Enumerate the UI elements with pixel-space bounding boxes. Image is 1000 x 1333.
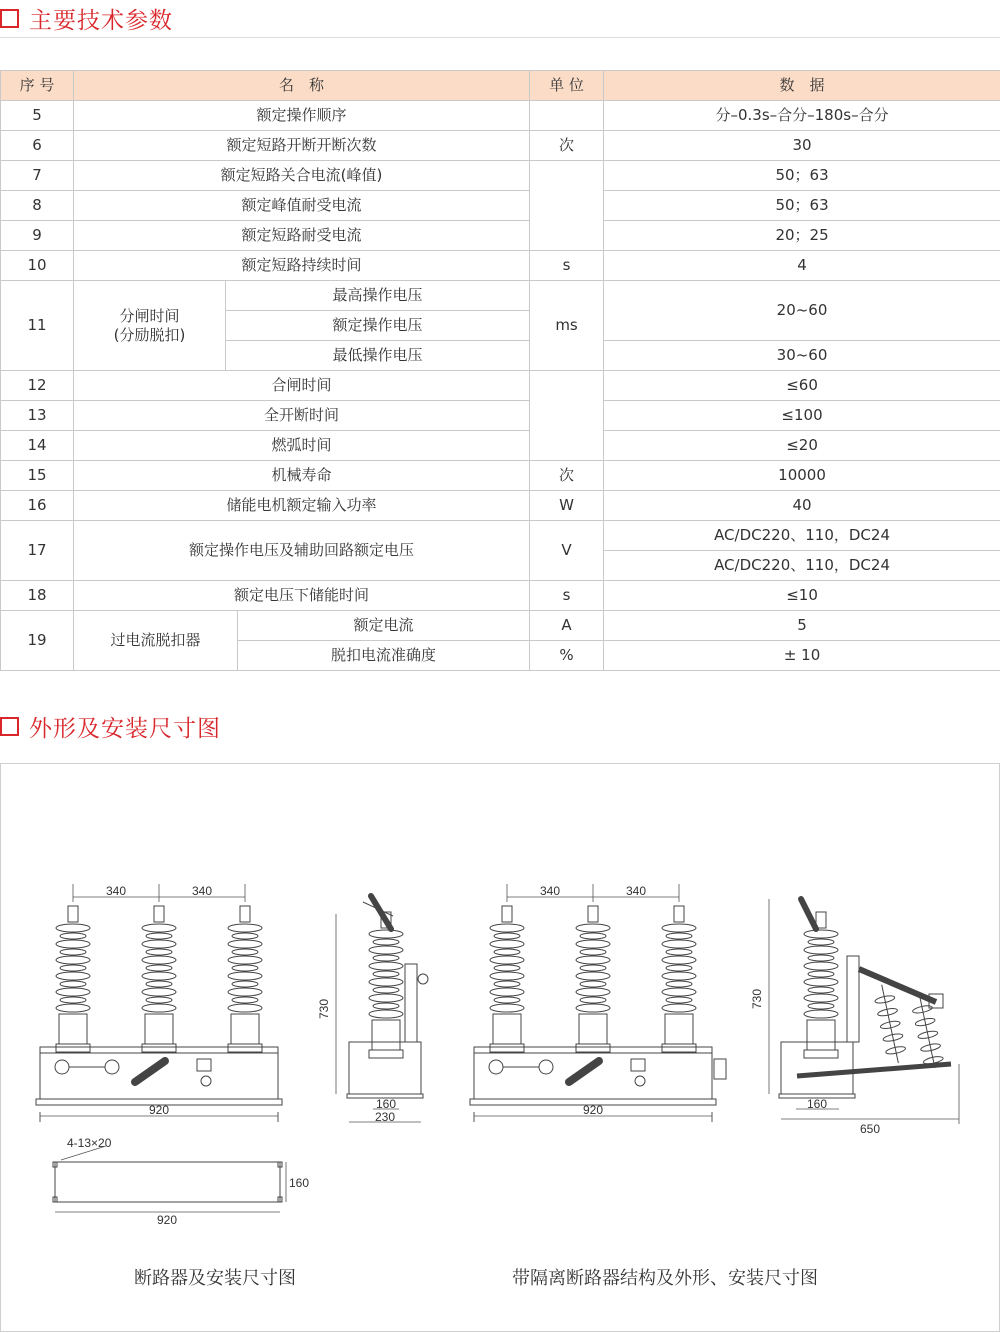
cell-data: AC/DC220、110，DC24 xyxy=(604,521,1000,551)
dimension-drawing-panel xyxy=(0,763,1000,1332)
cell-no: 17 xyxy=(1,521,74,581)
cell-subname: 额定操作电压 xyxy=(226,311,530,341)
table-row xyxy=(1,161,1000,191)
cell-name: 燃弧时间 xyxy=(74,431,530,461)
table-row xyxy=(1,401,1000,431)
cell-name: 额定操作顺序 xyxy=(74,101,530,131)
cell-unit xyxy=(530,101,604,131)
cell-name: 储能电机额定输入功率 xyxy=(74,491,530,521)
section-title-specs xyxy=(0,2,173,35)
cell-name: 额定短路关合电流(峰值) xyxy=(74,161,530,191)
cell-no: 13 xyxy=(1,401,74,431)
section-title-drawings xyxy=(0,710,221,743)
header-data: 数 据 xyxy=(604,71,1000,101)
cell-data: 20；25 xyxy=(604,221,1000,251)
cell-data: 10000 xyxy=(604,461,1000,491)
side-view-drawing xyxy=(317,896,428,1124)
cell-subname: 最低操作电压 xyxy=(226,341,530,371)
table-row xyxy=(1,251,1000,281)
cell-group: 过电流脱扣器 xyxy=(74,611,238,671)
cell-unit: 次 xyxy=(530,131,604,161)
cell-unit: % xyxy=(530,641,604,671)
cell-name: 额定短路持续时间 xyxy=(74,251,530,281)
cell-data: AC/DC220、110，DC24 xyxy=(604,551,1000,581)
dim-650-side-2: 650 xyxy=(859,1122,881,1136)
dim-160-side: 160 xyxy=(375,1097,397,1111)
table-row xyxy=(1,611,1000,641)
cell-unit: W xyxy=(530,491,604,521)
cell-data: 40 xyxy=(604,491,1000,521)
dim-340-b: 340 xyxy=(191,884,213,898)
cell-data: 50；63 xyxy=(604,191,1000,221)
table-row xyxy=(1,281,1000,311)
plan-view-drawing xyxy=(53,1136,309,1227)
dim-730-side-2: 730 xyxy=(750,988,764,1010)
header-unit: 单 位 xyxy=(530,71,604,101)
dim-730-side: 730 xyxy=(317,998,331,1020)
table-row xyxy=(1,371,1000,401)
cell-no: 14 xyxy=(1,431,74,461)
cell-no: 15 xyxy=(1,461,74,491)
cell-unit xyxy=(530,371,604,461)
spec-table xyxy=(0,70,1000,671)
cell-name: 合闸时间 xyxy=(74,371,530,401)
hole-label: 4-13×20 xyxy=(67,1136,112,1150)
cell-data: 30~60 xyxy=(604,341,1000,371)
checkbox-square-icon xyxy=(0,9,19,28)
cell-name: 额定短路耐受电流 xyxy=(74,221,530,251)
cell-subname: 脱扣电流准确度 xyxy=(238,641,530,671)
caption-right: 带隔离断路器结构及外形、安装尺寸图 xyxy=(512,1268,818,1289)
group-line: (分励脱扣) xyxy=(113,325,186,344)
cell-name: 额定短路开断开断次数 xyxy=(74,131,530,161)
header-name: 名 称 xyxy=(74,71,530,101)
table-header-row xyxy=(1,71,1000,101)
group-line: 分闸时间 xyxy=(119,306,180,325)
table-row xyxy=(1,131,1000,161)
table-row xyxy=(1,461,1000,491)
cell-no: 19 xyxy=(1,611,74,671)
cell-unit: s xyxy=(530,581,604,611)
dim-920-plan: 920 xyxy=(156,1213,178,1227)
cell-unit: V xyxy=(530,521,604,581)
cell-data: ≤100 xyxy=(604,401,1000,431)
dim-340-a: 340 xyxy=(105,884,127,898)
cell-data: 50；63 xyxy=(604,161,1000,191)
cell-data: 30 xyxy=(604,131,1000,161)
section-title-text: 外形及安装尺寸图 xyxy=(29,716,221,742)
cell-no: 7 xyxy=(1,161,74,191)
dim-160-plan: 160 xyxy=(289,1176,310,1190)
table-row xyxy=(1,581,1000,611)
front-view-disconnector-drawing xyxy=(470,884,726,1122)
cell-unit: A xyxy=(530,611,604,641)
front-view-drawing xyxy=(36,884,282,1122)
cell-no: 16 xyxy=(1,491,74,521)
table-row xyxy=(1,221,1000,251)
cell-no: 11 xyxy=(1,281,74,371)
dim-920-front: 920 xyxy=(148,1103,170,1117)
cell-data: ≤60 xyxy=(604,371,1000,401)
cell-no: 6 xyxy=(1,131,74,161)
table-row xyxy=(1,191,1000,221)
dim-920-front-2: 920 xyxy=(582,1103,604,1117)
cell-data: 5 xyxy=(604,611,1000,641)
cell-data: 20~60 xyxy=(604,281,1000,341)
cell-name: 机械寿命 xyxy=(74,461,530,491)
cell-no: 18 xyxy=(1,581,74,611)
cell-name: 额定操作电压及辅助回路额定电压 xyxy=(74,521,530,581)
header-no: 序 号 xyxy=(1,71,74,101)
divider xyxy=(0,37,1000,38)
dim-340-c: 340 xyxy=(539,884,561,898)
cell-unit: ms xyxy=(530,281,604,371)
table-row xyxy=(1,101,1000,131)
cell-data: ≤20 xyxy=(604,431,1000,461)
cell-subname: 最高操作电压 xyxy=(226,281,530,311)
cell-no: 9 xyxy=(1,221,74,251)
caption-left: 断路器及安装尺寸图 xyxy=(134,1268,296,1289)
cell-group xyxy=(74,281,226,371)
section-title-text: 主要技术参数 xyxy=(29,8,173,34)
table-row xyxy=(1,521,1000,551)
checkbox-square-icon xyxy=(0,717,19,736)
cell-no: 5 xyxy=(1,101,74,131)
cell-name: 额定峰值耐受电流 xyxy=(74,191,530,221)
dim-160-side-2: 160 xyxy=(806,1097,828,1111)
table-row xyxy=(1,491,1000,521)
cell-no: 12 xyxy=(1,371,74,401)
side-view-disconnector-drawing xyxy=(750,899,959,1136)
dim-230-side: 230 xyxy=(374,1110,396,1124)
cell-data: 分–0.3s–合分–180s–合分 xyxy=(604,101,1000,131)
table-row xyxy=(1,431,1000,461)
technical-drawing-svg xyxy=(1,764,999,1331)
cell-data: 4 xyxy=(604,251,1000,281)
cell-data: ≤10 xyxy=(604,581,1000,611)
dim-340-d: 340 xyxy=(625,884,647,898)
cell-unit xyxy=(530,161,604,251)
cell-unit: 次 xyxy=(530,461,604,491)
cell-no: 10 xyxy=(1,251,74,281)
cell-subname: 额定电流 xyxy=(238,611,530,641)
cell-data: ± 10 xyxy=(604,641,1000,671)
cell-name: 额定电压下储能时间 xyxy=(74,581,530,611)
cell-no: 8 xyxy=(1,191,74,221)
cell-unit: s xyxy=(530,251,604,281)
cell-name: 全开断时间 xyxy=(74,401,530,431)
